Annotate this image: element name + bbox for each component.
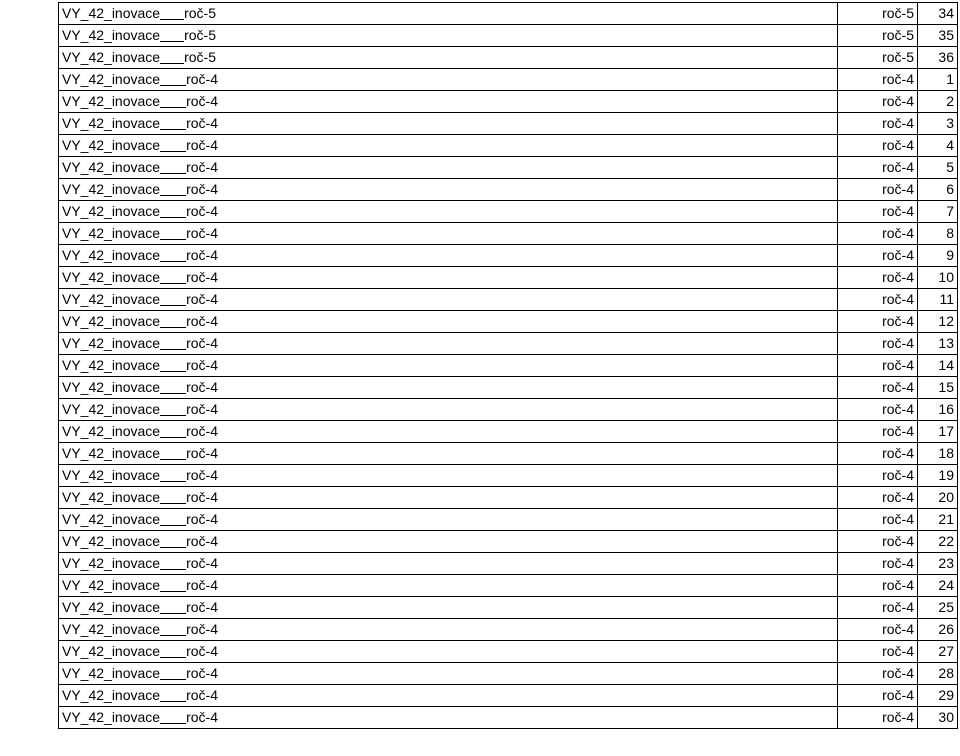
- code-suffix: roč-4: [186, 599, 218, 615]
- number-cell[interactable]: 23: [918, 553, 958, 575]
- number-cell[interactable]: 13: [918, 333, 958, 355]
- blank-underline: [160, 27, 184, 42]
- number-cell[interactable]: 15: [918, 377, 958, 399]
- blank-underline: [160, 115, 186, 130]
- table-row: [59, 707, 958, 729]
- grade-cell[interactable]: roč-4: [838, 399, 918, 421]
- grade-cell[interactable]: roč-4: [838, 157, 918, 179]
- grade-cell[interactable]: roč-4: [838, 223, 918, 245]
- material-code-cell[interactable]: [59, 509, 838, 531]
- blank-underline: [160, 599, 186, 614]
- blank-underline: [160, 71, 186, 86]
- blank-underline: [160, 159, 186, 174]
- blank-underline: [160, 467, 186, 482]
- material-code-cell[interactable]: [59, 421, 838, 443]
- code-suffix: roč-4: [186, 247, 218, 263]
- material-code-cell[interactable]: [59, 619, 838, 641]
- code-prefix: VY_42_inovace: [62, 687, 161, 703]
- blank-underline: [160, 555, 186, 570]
- grade-cell[interactable]: roč-4: [838, 179, 918, 201]
- material-code-cell[interactable]: [59, 135, 838, 157]
- code-suffix: roč-4: [186, 555, 218, 571]
- code-prefix: VY_42_inovace: [62, 71, 161, 87]
- grade-cell[interactable]: roč-4: [838, 553, 918, 575]
- number-cell[interactable]: 17: [918, 421, 958, 443]
- grade-cell[interactable]: roč-4: [838, 245, 918, 267]
- number-cell[interactable]: 3: [918, 113, 958, 135]
- material-code-cell[interactable]: [59, 663, 838, 685]
- blank-underline: [160, 621, 186, 636]
- code-suffix: roč-4: [186, 71, 218, 87]
- table-row: [59, 355, 958, 377]
- blank-underline: [160, 665, 186, 680]
- code-suffix: roč-4: [186, 665, 218, 681]
- code-prefix: VY_42_inovace: [62, 93, 161, 109]
- code-prefix: VY_42_inovace: [62, 511, 161, 527]
- grade-cell[interactable]: roč-4: [838, 509, 918, 531]
- table-row: [59, 377, 958, 399]
- grade-cell[interactable]: roč-4: [838, 289, 918, 311]
- material-code-cell[interactable]: [59, 399, 838, 421]
- code-suffix: roč-4: [186, 269, 218, 285]
- table-row: [59, 399, 958, 421]
- code-suffix: roč-4: [186, 621, 218, 637]
- code-prefix: VY_42_inovace: [62, 115, 161, 131]
- blank-underline: [160, 5, 184, 20]
- table-row: [59, 487, 958, 509]
- code-suffix: roč-4: [186, 313, 218, 329]
- grade-cell[interactable]: roč-5: [838, 25, 918, 47]
- code-suffix: roč-4: [186, 291, 218, 307]
- material-code-cell[interactable]: [59, 333, 838, 355]
- grade-cell[interactable]: roč-4: [838, 69, 918, 91]
- blank-underline: [160, 423, 186, 438]
- grade-cell[interactable]: roč-4: [838, 707, 918, 729]
- table-body: [59, 3, 958, 729]
- grade-cell[interactable]: roč-4: [838, 377, 918, 399]
- code-prefix: VY_42_inovace: [62, 203, 161, 219]
- code-prefix: VY_42_inovace: [62, 489, 161, 505]
- number-cell[interactable]: 20: [918, 487, 958, 509]
- code-prefix: VY_42_inovace: [62, 159, 161, 175]
- code-suffix: roč-4: [186, 401, 218, 417]
- code-suffix: roč-4: [186, 181, 218, 197]
- grade-cell[interactable]: roč-4: [838, 575, 918, 597]
- material-code-cell[interactable]: [59, 377, 838, 399]
- code-suffix: roč-4: [186, 533, 218, 549]
- table-row: [59, 641, 958, 663]
- number-cell[interactable]: 35: [918, 25, 958, 47]
- table-row: [59, 69, 958, 91]
- material-code-cell[interactable]: [59, 157, 838, 179]
- blank-underline: [160, 643, 186, 658]
- table-row: [59, 663, 958, 685]
- number-cell[interactable]: 7: [918, 201, 958, 223]
- number-cell[interactable]: 19: [918, 465, 958, 487]
- code-prefix: VY_42_inovace: [62, 643, 161, 659]
- grade-cell[interactable]: roč-4: [838, 91, 918, 113]
- code-prefix: VY_42_inovace: [62, 335, 161, 351]
- number-cell[interactable]: 4: [918, 135, 958, 157]
- table-row: [59, 443, 958, 465]
- code-prefix: VY_42_inovace: [62, 533, 161, 549]
- number-cell[interactable]: 10: [918, 267, 958, 289]
- code-prefix: VY_42_inovace: [62, 467, 161, 483]
- blank-underline: [160, 137, 186, 152]
- material-code-cell[interactable]: [59, 245, 838, 267]
- blank-underline: [160, 445, 186, 460]
- code-suffix: roč-4: [186, 203, 218, 219]
- code-suffix: roč-4: [186, 511, 218, 527]
- number-cell[interactable]: 1: [918, 69, 958, 91]
- material-code-cell[interactable]: [59, 597, 838, 619]
- code-suffix: roč-4: [186, 335, 218, 351]
- code-prefix: VY_42_inovace: [62, 401, 161, 417]
- table-row: [59, 619, 958, 641]
- grade-cell[interactable]: roč-4: [838, 113, 918, 135]
- table-row: [59, 311, 958, 333]
- blank-underline: [160, 357, 186, 372]
- table-row: [59, 135, 958, 157]
- number-cell[interactable]: 21: [918, 509, 958, 531]
- code-prefix: VY_42_inovace: [62, 181, 161, 197]
- number-cell[interactable]: 14: [918, 355, 958, 377]
- code-prefix: VY_42_inovace: [62, 269, 161, 285]
- number-cell[interactable]: 5: [918, 157, 958, 179]
- material-code-cell[interactable]: [59, 641, 838, 663]
- table-row: [59, 113, 958, 135]
- number-cell[interactable]: 2: [918, 91, 958, 113]
- code-prefix: VY_42_inovace: [62, 313, 161, 329]
- code-suffix: roč-5: [184, 5, 216, 21]
- blank-underline: [160, 313, 186, 328]
- code-suffix: roč-4: [186, 643, 218, 659]
- table-row: [59, 245, 958, 267]
- code-suffix: roč-5: [184, 49, 216, 65]
- material-code-cell[interactable]: [59, 223, 838, 245]
- material-code-cell[interactable]: [59, 69, 838, 91]
- blank-underline: [160, 269, 186, 284]
- grade-cell[interactable]: roč-4: [838, 421, 918, 443]
- code-prefix: VY_42_inovace: [62, 555, 161, 571]
- number-cell[interactable]: 24: [918, 575, 958, 597]
- code-suffix: roč-4: [186, 137, 218, 153]
- code-prefix: VY_42_inovace: [62, 709, 161, 725]
- number-cell[interactable]: 11: [918, 289, 958, 311]
- grade-cell[interactable]: roč-4: [838, 267, 918, 289]
- number-cell[interactable]: 22: [918, 531, 958, 553]
- number-cell[interactable]: 9: [918, 245, 958, 267]
- table-row: [59, 421, 958, 443]
- code-prefix: VY_42_inovace: [62, 27, 161, 43]
- material-code-cell[interactable]: [59, 179, 838, 201]
- table-row: [59, 157, 958, 179]
- grade-cell[interactable]: roč-4: [838, 201, 918, 223]
- grade-cell[interactable]: roč-4: [838, 531, 918, 553]
- table-row: [59, 91, 958, 113]
- blank-underline: [160, 49, 184, 64]
- code-suffix: roč-5: [184, 27, 216, 43]
- blank-underline: [160, 203, 186, 218]
- grade-cell[interactable]: roč-4: [838, 641, 918, 663]
- material-code-cell[interactable]: [59, 267, 838, 289]
- grade-cell[interactable]: roč-4: [838, 443, 918, 465]
- table-row: [59, 3, 958, 25]
- material-code-cell[interactable]: [59, 685, 838, 707]
- code-suffix: roč-4: [186, 489, 218, 505]
- material-code-cell[interactable]: [59, 465, 838, 487]
- table-row: [59, 509, 958, 531]
- number-cell[interactable]: 30: [918, 707, 958, 729]
- code-prefix: VY_42_inovace: [62, 577, 161, 593]
- table-row: [59, 575, 958, 597]
- material-code-cell[interactable]: [59, 113, 838, 135]
- code-prefix: VY_42_inovace: [62, 247, 161, 263]
- grade-cell[interactable]: roč-4: [838, 333, 918, 355]
- grade-cell[interactable]: roč-4: [838, 465, 918, 487]
- number-cell[interactable]: 26: [918, 619, 958, 641]
- material-code-cell[interactable]: [59, 707, 838, 729]
- material-code-cell[interactable]: [59, 91, 838, 113]
- code-suffix: roč-4: [186, 423, 218, 439]
- material-code-cell[interactable]: [59, 487, 838, 509]
- table-row: [59, 47, 958, 69]
- table-row: [59, 201, 958, 223]
- code-prefix: VY_42_inovace: [62, 665, 161, 681]
- number-cell[interactable]: 18: [918, 443, 958, 465]
- table-row: [59, 289, 958, 311]
- number-cell[interactable]: 29: [918, 685, 958, 707]
- blank-underline: [160, 511, 186, 526]
- table-row: [59, 465, 958, 487]
- material-code-cell[interactable]: [59, 3, 838, 25]
- material-code-cell[interactable]: [59, 355, 838, 377]
- spreadsheet-table: [58, 2, 958, 729]
- code-suffix: roč-4: [186, 709, 218, 725]
- material-code-cell[interactable]: [59, 47, 838, 69]
- grade-cell[interactable]: roč-4: [838, 311, 918, 333]
- code-suffix: roč-4: [186, 445, 218, 461]
- number-cell[interactable]: 8: [918, 223, 958, 245]
- code-prefix: VY_42_inovace: [62, 137, 161, 153]
- code-prefix: VY_42_inovace: [62, 445, 161, 461]
- grade-cell[interactable]: roč-4: [838, 487, 918, 509]
- code-prefix: VY_42_inovace: [62, 621, 161, 637]
- material-code-cell[interactable]: [59, 443, 838, 465]
- code-prefix: VY_42_inovace: [62, 291, 161, 307]
- blank-underline: [160, 225, 186, 240]
- code-prefix: VY_42_inovace: [62, 379, 161, 395]
- grade-cell[interactable]: roč-4: [838, 355, 918, 377]
- blank-underline: [160, 93, 186, 108]
- code-prefix: VY_42_inovace: [62, 357, 161, 373]
- code-suffix: roč-4: [186, 115, 218, 131]
- number-cell[interactable]: 12: [918, 311, 958, 333]
- blank-underline: [160, 181, 186, 196]
- material-code-cell[interactable]: [59, 575, 838, 597]
- material-code-cell[interactable]: [59, 25, 838, 47]
- table-row: [59, 223, 958, 245]
- number-cell[interactable]: 6: [918, 179, 958, 201]
- grade-cell[interactable]: roč-4: [838, 135, 918, 157]
- blank-underline: [160, 687, 186, 702]
- material-code-cell[interactable]: [59, 553, 838, 575]
- grade-cell[interactable]: roč-4: [838, 597, 918, 619]
- blank-underline: [160, 489, 186, 504]
- blank-underline: [160, 533, 186, 548]
- table-row: [59, 25, 958, 47]
- number-cell[interactable]: 25: [918, 597, 958, 619]
- number-cell[interactable]: 27: [918, 641, 958, 663]
- table-row: [59, 333, 958, 355]
- table-row: [59, 685, 958, 707]
- blank-underline: [160, 577, 186, 592]
- blank-underline: [160, 401, 186, 416]
- code-suffix: roč-4: [186, 379, 218, 395]
- material-code-cell[interactable]: [59, 289, 838, 311]
- code-prefix: VY_42_inovace: [62, 5, 161, 21]
- grade-cell[interactable]: roč-5: [838, 3, 918, 25]
- code-prefix: VY_42_inovace: [62, 49, 161, 65]
- grade-cell[interactable]: roč-4: [838, 619, 918, 641]
- number-cell[interactable]: 28: [918, 663, 958, 685]
- code-suffix: roč-4: [186, 93, 218, 109]
- number-cell[interactable]: 16: [918, 399, 958, 421]
- code-suffix: roč-4: [186, 225, 218, 241]
- code-prefix: VY_42_inovace: [62, 599, 161, 615]
- grade-cell[interactable]: roč-5: [838, 47, 918, 69]
- number-cell[interactable]: 36: [918, 47, 958, 69]
- table-row: [59, 531, 958, 553]
- material-code-cell[interactable]: [59, 201, 838, 223]
- code-suffix: roč-4: [186, 357, 218, 373]
- number-cell[interactable]: 34: [918, 3, 958, 25]
- material-code-cell[interactable]: [59, 311, 838, 333]
- table-row: [59, 179, 958, 201]
- code-suffix: roč-4: [186, 467, 218, 483]
- material-code-cell[interactable]: [59, 531, 838, 553]
- code-prefix: VY_42_inovace: [62, 423, 161, 439]
- code-suffix: roč-4: [186, 687, 218, 703]
- table-row: [59, 267, 958, 289]
- blank-underline: [160, 335, 186, 350]
- table-row: [59, 553, 958, 575]
- code-suffix: roč-4: [186, 159, 218, 175]
- table-row: [59, 597, 958, 619]
- blank-underline: [160, 247, 186, 262]
- grade-cell[interactable]: roč-4: [838, 685, 918, 707]
- code-prefix: VY_42_inovace: [62, 225, 161, 241]
- blank-underline: [160, 709, 186, 724]
- blank-underline: [160, 291, 186, 306]
- blank-underline: [160, 379, 186, 394]
- code-suffix: roč-4: [186, 577, 218, 593]
- grade-cell[interactable]: roč-4: [838, 663, 918, 685]
